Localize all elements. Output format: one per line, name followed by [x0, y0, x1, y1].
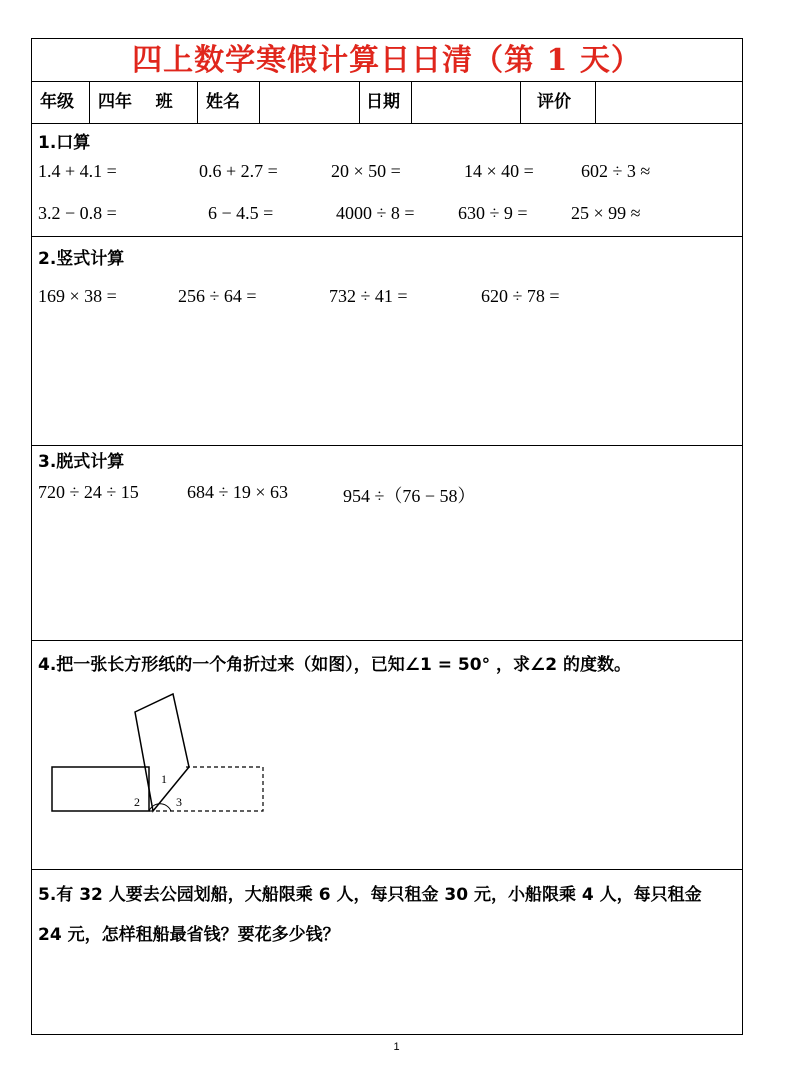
vertical-expression: 256 ÷ 64 =: [178, 286, 257, 306]
info-row: [32, 82, 742, 124]
section-title: 2.竖式计算: [38, 249, 125, 269]
vertical-expression: 732 ÷ 41 =: [329, 286, 408, 306]
name-label: 姓名: [198, 82, 260, 123]
step-expression: 954 ÷（76 − 58）: [343, 486, 476, 506]
grade-class-field: 四年 班: [90, 82, 198, 123]
section-title: 3.脱式计算: [38, 452, 125, 472]
angle-label-1: 1: [161, 772, 167, 786]
page-number: 1: [393, 1041, 400, 1053]
section-step-calculation: [32, 446, 742, 641]
oral-expression: 1.4 + 4.1 =: [38, 161, 117, 181]
worksheet-title: 四上数学寒假计算日日清（第 1 天）: [32, 39, 742, 82]
section-folding-problem: [32, 641, 742, 870]
eval-label: 评价: [521, 82, 596, 123]
section-boat-problem: [32, 870, 742, 1036]
date-field[interactable]: [412, 82, 521, 123]
oral-expression: 0.6 + 2.7 =: [199, 161, 278, 181]
section-title: 1.口算: [38, 133, 91, 153]
oral-expression: 6 − 4.5 =: [208, 203, 274, 223]
date-label: 日期: [360, 82, 412, 123]
step-expression: 720 ÷ 24 ÷ 15: [38, 482, 139, 502]
oral-expression: 630 ÷ 9 =: [458, 203, 528, 223]
step-expression: 684 ÷ 19 × 63: [187, 482, 289, 502]
vertical-expression: 620 ÷ 78 =: [481, 286, 560, 306]
vertical-expression: 169 × 38 =: [38, 286, 117, 306]
section-vertical-calculation: [32, 237, 742, 446]
name-field[interactable]: [260, 82, 360, 123]
oral-expression: 602 ÷ 3 ≈: [581, 161, 651, 181]
folded-paper-figure: [32, 641, 742, 870]
worksheet: [31, 38, 743, 1035]
folded-corner: [135, 694, 189, 811]
oral-expression: 20 × 50 =: [331, 161, 401, 181]
oral-expression: 14 × 40 =: [464, 161, 534, 181]
oral-expression: 25 × 99 ≈: [571, 203, 641, 223]
problem-statement: 4.把一张长方形纸的一个角折过来（如图），已知∠1 = 50° ，求∠2 的度数。: [38, 655, 631, 675]
problem-statement-line2: 24 元，怎样租船最省钱？要花多少钱？: [38, 925, 340, 945]
section-oral-calculation: [32, 124, 742, 237]
angle-label-3: 3: [176, 795, 182, 809]
oral-expression: 4000 ÷ 8 =: [336, 203, 415, 223]
grade-label: 年级: [32, 82, 90, 123]
problem-statement-line1: 5.有 32 人要去公园划船，大船限乘 6 人，每只租金 30 元，小船限乘 4 人，每只租金: [38, 885, 702, 905]
eval-field[interactable]: [596, 82, 742, 123]
angle-label-2: 2: [134, 795, 140, 809]
oral-expression: 3.2 − 0.8 =: [38, 203, 117, 223]
